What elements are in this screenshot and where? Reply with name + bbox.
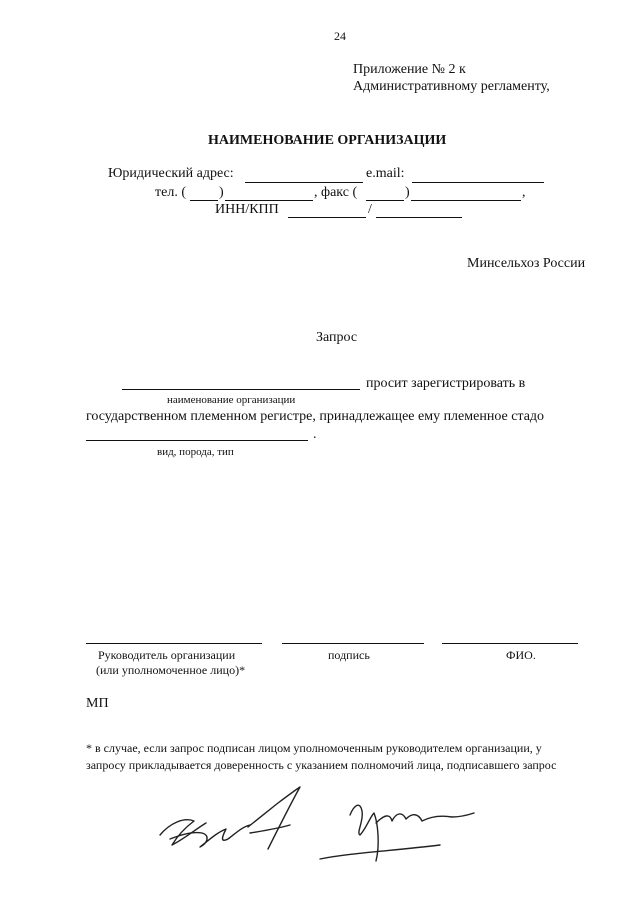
- inn-blank: [288, 217, 366, 218]
- signature-blank: [282, 643, 424, 644]
- signature-stroke-3: [248, 787, 300, 849]
- email-label: e.mail:: [366, 166, 405, 181]
- inn-kpp-separator: /: [368, 202, 372, 217]
- org-name-blank: [122, 389, 360, 390]
- signature-stroke-4: [250, 825, 290, 833]
- fax-code-blank: [366, 200, 404, 201]
- phone-label: тел. (: [155, 185, 186, 200]
- fio-label: ФИО.: [506, 648, 536, 662]
- legal-address-blank: [245, 182, 363, 183]
- appendix-line-1: Приложение № 2 к: [353, 62, 466, 77]
- signature-label: подпись: [328, 648, 370, 662]
- registry-text: государственном племенном регистре, принадлежащее ему племенное стадо: [86, 409, 545, 424]
- phone-code-blank: [190, 200, 218, 201]
- head-blank: [86, 643, 262, 644]
- fax-end: ,: [522, 185, 526, 200]
- signature-stroke-2: [170, 825, 250, 847]
- handwritten-signature: [150, 775, 480, 875]
- fax-number-blank: [411, 200, 521, 201]
- page-number: 24: [334, 29, 346, 43]
- phone-close: ): [219, 185, 224, 200]
- asks-text: просит зарегистрировать в: [366, 376, 526, 391]
- fax-close: ): [405, 185, 410, 200]
- fax-label: , факс (: [314, 185, 358, 200]
- signature-stroke-7: [320, 845, 440, 859]
- phone-number-blank: [225, 200, 313, 201]
- footnote-line-2: запросу прикладывается доверенность с указанием полномочий лица, подписавшего запрос: [86, 758, 557, 772]
- footnote-line-1: * в случае, если запрос подписан лицом уполномоченным руководителем организации, у: [86, 741, 542, 755]
- kpp-blank: [376, 217, 462, 218]
- signature-stroke-6: [376, 813, 474, 823]
- head-label-2: (или уполномоченное лицо)*: [96, 663, 246, 677]
- legal-address-label: Юридический адрес:: [108, 166, 234, 181]
- stamp-place: МП: [86, 696, 109, 711]
- appendix-line-2: Административному регламенту,: [353, 79, 550, 94]
- request-title: Запрос: [316, 330, 358, 345]
- herd-caption: вид, порода, тип: [157, 446, 234, 458]
- organization-title: НАИМЕНОВАНИЕ ОРГАНИЗАЦИИ: [208, 133, 447, 148]
- herd-period: .: [313, 427, 317, 442]
- inn-kpp-label: ИНН/КПП: [215, 202, 279, 217]
- head-label-1: Руководитель организации: [98, 648, 236, 662]
- org-name-caption: наименование организации: [167, 394, 296, 406]
- herd-blank: [86, 440, 308, 441]
- fio-blank: [442, 643, 578, 644]
- email-blank: [412, 182, 544, 183]
- recipient: Минсельхоз России: [467, 256, 586, 271]
